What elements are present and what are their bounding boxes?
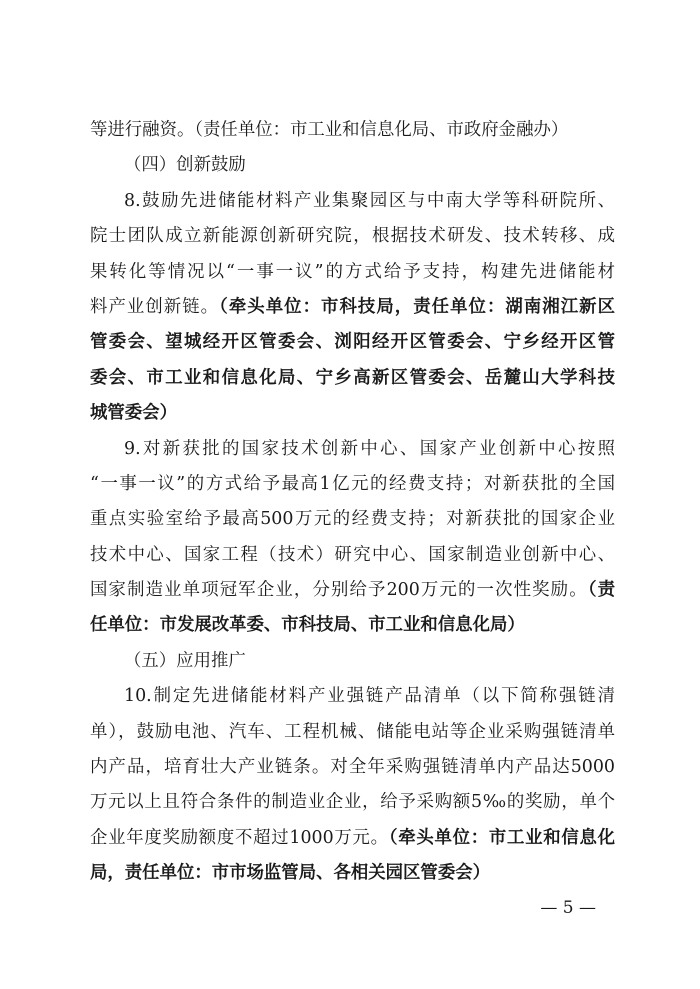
text-run: 重点实验室给予最高500万元的经费支持；对新获批的国家企业 [90,509,615,530]
paragraph-line [90,290,615,325]
text-run: 等进行融资。（责任单位：市工业和信息化局、市政府金融办） [90,120,569,140]
paragraph-line [90,184,615,219]
responsibility-text: （牵头单位：市工业和信息化 [388,827,615,848]
document-body [90,113,615,892]
paragraph-line [90,821,615,856]
text-run: 10.制定先进储能材料产业强链产品清单（以下简称强链清 [124,686,615,707]
responsibility-text: 委会、市工业和信息化局、宁乡高新区管委会、岳麓山大学科技 [90,367,615,388]
page-number: — 5 — [540,898,596,918]
responsibility-text: 任单位：市发展改革委、市科技局、市工业和信息化局） [90,615,525,636]
text-run: 企业年度奖励额度不超过1000万元。 [90,827,389,848]
responsibility-line [90,361,615,396]
paragraph-line [90,715,615,750]
text-run: 院士团队成立新能源创新研究院，根据技术研发、技术转移、成 [90,226,615,247]
responsibility-line [90,608,615,643]
paragraph-line [90,679,615,714]
text-run: 料产业创新链。 [90,296,220,317]
paragraph-line [90,750,615,785]
paragraph-line [90,113,615,148]
text-run: 单），鼓励电池、汽车、工程机械、储能电站等企业采购强链清单 [90,721,615,742]
paragraph-line [90,502,615,537]
responsibility-line [90,396,615,431]
responsibility-text: 城管委会） [90,403,177,424]
responsibility-line [90,856,615,891]
paragraph-line [90,785,615,820]
responsibility-text: （牵头单位：市科技局，责任单位：湖南湘江新区 [219,296,615,317]
responsibility-text: 管委会、望城经开区管委会、浏阳经开区管委会、宁乡经开区管 [90,332,615,353]
text-run: 内产品，培育壮大产业链条。对全年采购强链清单内产品达5000 [90,757,615,778]
text-run: 9.对新获批的国家技术创新中心、国家产业创新中心按照 [124,438,615,459]
text-run: “一事一议”的方式给予最高1亿元的经费支持；对新获批的全国 [90,473,615,494]
text-run: 技术中心、国家工程（技术）研究中心、国家制造业创新中心、 [90,544,615,565]
heading-text: （五）应用推广 [124,650,246,671]
paragraph-line [90,219,615,254]
text-run: 万元以上且符合条件的制造业企业，给予采购额5‰的奖励，单个 [90,792,615,813]
paragraph-line [90,538,615,573]
paragraph-line [90,432,615,467]
text-run: 8.鼓励先进储能材料产业集聚园区与中南大学等科研院所、 [124,190,615,211]
paragraph-line [90,255,615,290]
paragraph-line [90,467,615,502]
section-heading-5 [90,644,615,679]
text-run: 国家制造业单项冠军企业，分别给予200万元的一次性奖励。 [90,580,588,601]
responsibility-text: （责 [587,580,615,601]
text-run: 果转化等情况以“一事一议”的方式给予支持，构建先进储能材 [90,261,615,282]
heading-text: （四）创新鼓励 [124,155,246,176]
paragraph-line [90,573,615,608]
responsibility-text: 局，责任单位：市市场监管局、各相关园区管委会） [90,863,490,884]
responsibility-line [90,325,615,360]
section-heading-4 [90,148,615,183]
